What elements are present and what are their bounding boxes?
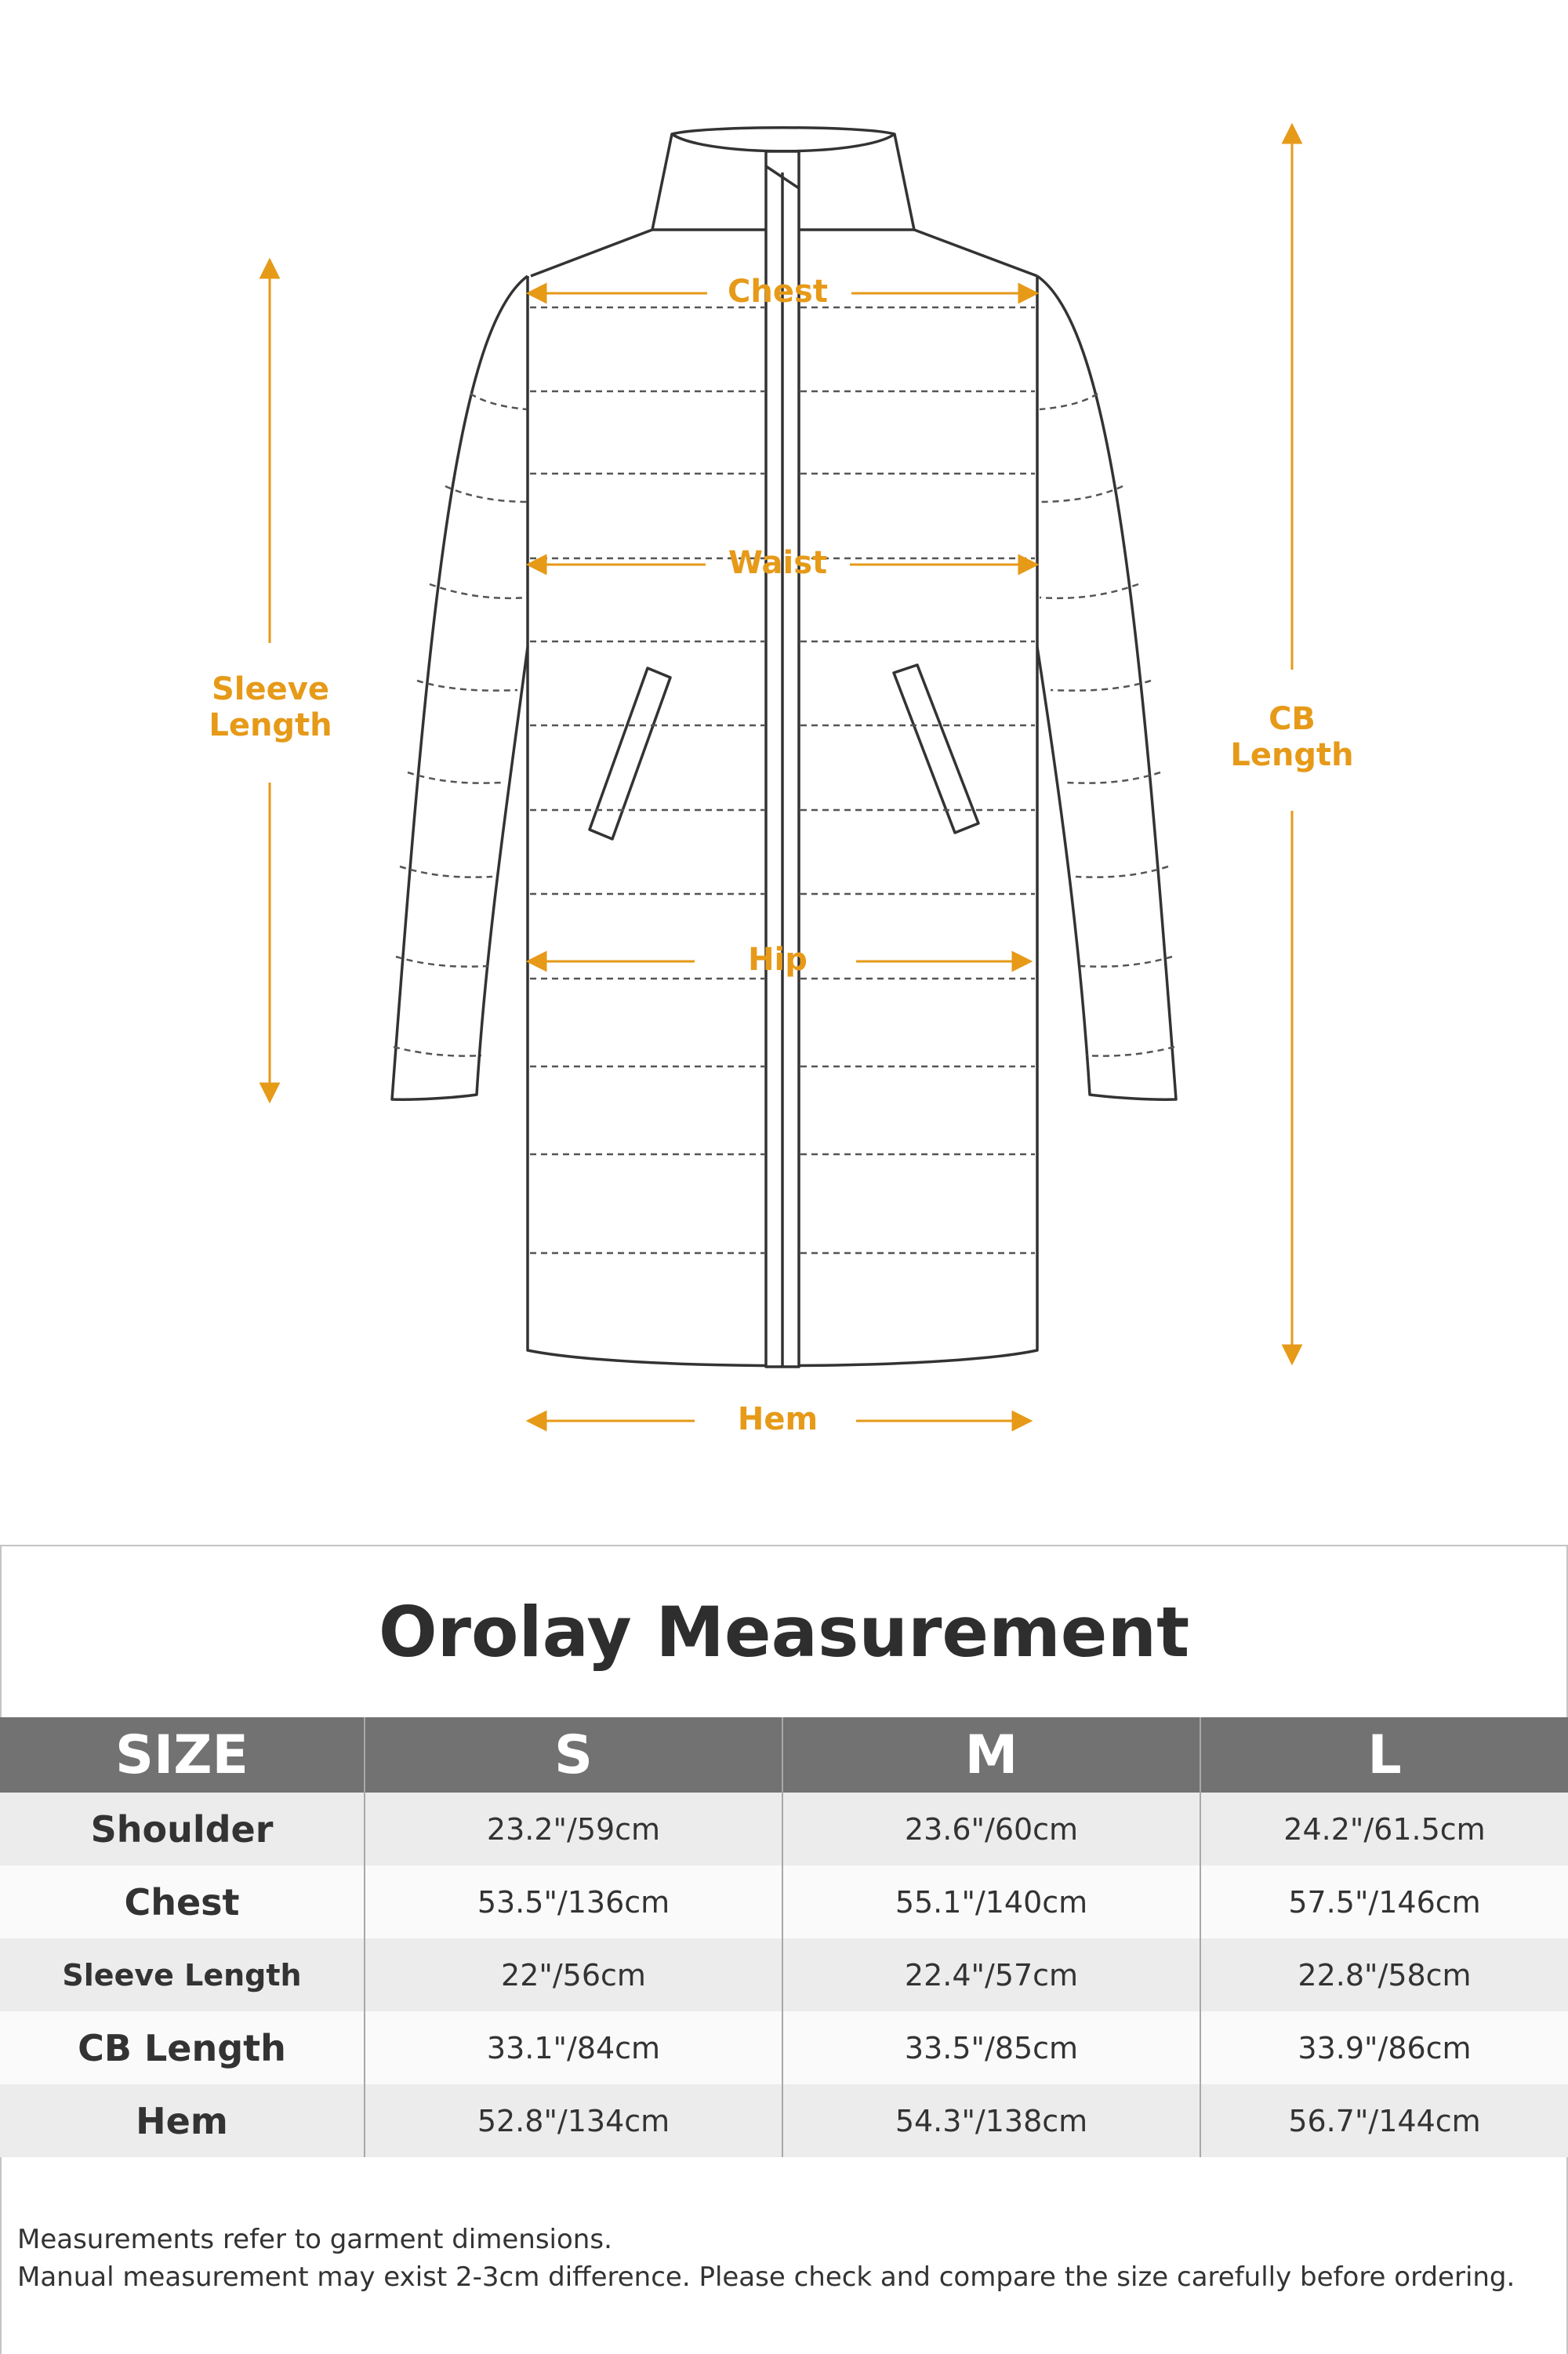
chest-label: Chest — [728, 274, 828, 310]
table-header-row — [0, 1717, 1568, 1793]
sleeve-length-label: Sleeve Length — [209, 671, 332, 743]
table-row-sleeve-length — [0, 1938, 1568, 2011]
cell-m: 55.1"/140cm — [783, 1865, 1201, 1938]
waist-label: Waist — [728, 545, 828, 581]
row-label: Sleeve Length — [0, 1938, 365, 2011]
cell-l: 57.5"/146cm — [1288, 1884, 1481, 1920]
cb-length-label: CB Length — [1230, 701, 1354, 773]
header-s: S — [365, 1717, 783, 1793]
size-table — [0, 1717, 1568, 2157]
row-label: Chest — [0, 1865, 365, 1938]
header-m: M — [783, 1717, 1201, 1793]
header-size: SIZE — [0, 1717, 365, 1793]
cell-m: 23.6"/60cm — [783, 1793, 1201, 1865]
hem-label: Hem — [737, 1401, 818, 1437]
hip-label: Hip — [748, 942, 808, 978]
table-row-shoulder — [0, 1793, 1568, 1865]
row-label: CB Length — [0, 2011, 365, 2084]
cell-m: 33.5"/85cm — [783, 2011, 1201, 2084]
table-row-chest — [0, 1865, 1568, 1938]
row-label: Hem — [0, 2084, 365, 2157]
row-label: Shoulder — [0, 1793, 365, 1865]
measurement-notes — [17, 2221, 1554, 2296]
cell-s: 53.5"/136cm — [365, 1865, 783, 1938]
cell-s: 33.1"/84cm — [365, 2011, 783, 2084]
cell-s: 22"/56cm — [365, 1938, 783, 2011]
page-title: Orolay Measurement — [378, 1592, 1190, 1673]
cell-l: 24.2"/61.5cm — [1283, 1811, 1486, 1847]
cell-s: 52.8"/134cm — [365, 2084, 783, 2157]
note-line: Measurements refer to garment dimensions. — [17, 2224, 612, 2255]
cell-s: 23.2"/59cm — [365, 1793, 783, 1865]
cell-l: 22.8"/58cm — [1298, 1957, 1472, 1993]
cell-m: 54.3"/138cm — [783, 2084, 1201, 2157]
cell-l: 56.7"/144cm — [1288, 2103, 1481, 2138]
header-l: L — [1367, 1724, 1402, 1786]
cell-l: 33.9"/86cm — [1298, 2030, 1472, 2065]
table-row-cb-length — [0, 2011, 1568, 2084]
table-row-hem — [0, 2084, 1568, 2157]
cell-m: 22.4"/57cm — [783, 1938, 1201, 2011]
note-line: Manual measurement may exist 2-3cm difference. Please check and compare the size carefully before ordering. — [17, 2261, 1515, 2293]
